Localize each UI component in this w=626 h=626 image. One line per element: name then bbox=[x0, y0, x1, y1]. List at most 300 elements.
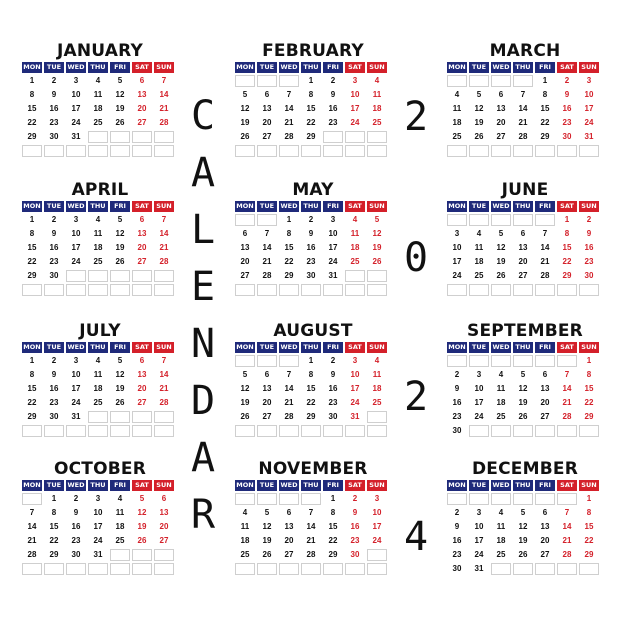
weekday-header bbox=[447, 62, 603, 73]
day-cell: 5 bbox=[498, 229, 504, 238]
day-cell: 10 bbox=[71, 90, 81, 99]
day-cell: 17 bbox=[328, 243, 338, 252]
day-cell: 13 bbox=[137, 229, 147, 238]
empty-day-cell bbox=[513, 563, 533, 575]
day-cell: 19 bbox=[240, 118, 250, 127]
empty-day-cell bbox=[110, 549, 130, 561]
empty-day-cell bbox=[535, 563, 555, 575]
day-cell: 2 bbox=[454, 370, 460, 379]
day-cell: 9 bbox=[330, 90, 336, 99]
weekday-label-wed: WED bbox=[492, 63, 510, 71]
day-cell: 9 bbox=[51, 229, 57, 238]
day-cell: 9 bbox=[51, 90, 57, 99]
day-cell: 18 bbox=[350, 243, 360, 252]
day-cell: 20 bbox=[496, 118, 506, 127]
month-title: FEBRUARY bbox=[262, 41, 364, 61]
weekday-label-mon: MON bbox=[448, 343, 466, 351]
empty-day-cell bbox=[301, 145, 321, 157]
day-cell: 16 bbox=[452, 536, 462, 545]
empty-day-cell bbox=[557, 284, 577, 296]
empty-day-cell bbox=[491, 493, 511, 505]
weekday-label-tue: TUE bbox=[44, 342, 64, 353]
day-cell: 9 bbox=[564, 90, 570, 99]
empty-day-cell bbox=[513, 425, 533, 437]
empty-day-cell bbox=[491, 214, 511, 226]
empty-day-cell bbox=[579, 284, 599, 296]
month-title: OCTOBER bbox=[53, 459, 147, 479]
day-cell: 11 bbox=[93, 229, 103, 238]
day-cell: 20 bbox=[137, 384, 147, 393]
day-cell: 13 bbox=[284, 522, 294, 531]
empty-day-cell bbox=[469, 214, 489, 226]
day-cell: 13 bbox=[137, 370, 147, 379]
day-cell: 2 bbox=[51, 76, 57, 85]
empty-day-cell bbox=[110, 563, 130, 575]
weekday-label-thu: THU bbox=[88, 342, 108, 353]
empty-day-cell bbox=[345, 270, 365, 282]
empty-day-cell bbox=[110, 145, 130, 157]
day-cell: 29 bbox=[584, 412, 594, 421]
weekday-label-tue: TUE bbox=[257, 480, 277, 491]
day-cell: 27 bbox=[262, 412, 272, 421]
day-cell: 1 bbox=[29, 356, 35, 365]
day-cell: 24 bbox=[328, 257, 338, 266]
day-cell: 21 bbox=[159, 243, 169, 252]
day-cell: 7 bbox=[29, 508, 35, 517]
day-cell: 18 bbox=[372, 104, 382, 113]
day-cell: 5 bbox=[520, 508, 526, 517]
day-cell: 25 bbox=[93, 118, 103, 127]
day-cell: 30 bbox=[71, 550, 81, 559]
weekday-header bbox=[235, 342, 391, 353]
day-cell: 24 bbox=[71, 257, 81, 266]
title-letter: A bbox=[191, 435, 216, 481]
empty-day-cell bbox=[132, 145, 152, 157]
empty-day-cell bbox=[66, 145, 86, 157]
day-cell: 6 bbox=[139, 356, 145, 365]
month-title: NOVEMBER bbox=[258, 459, 368, 479]
weekday-label-fri: FRI bbox=[323, 201, 343, 212]
day-cell: 20 bbox=[540, 398, 550, 407]
empty-day-cell bbox=[301, 284, 321, 296]
day-cell: 5 bbox=[520, 370, 526, 379]
day-cell: 10 bbox=[350, 370, 360, 379]
day-cell: 26 bbox=[137, 536, 147, 545]
day-cell: 13 bbox=[137, 90, 147, 99]
day-grid bbox=[22, 214, 178, 296]
day-cell: 16 bbox=[562, 104, 572, 113]
day-cell: 21 bbox=[518, 118, 528, 127]
day-cell: 28 bbox=[562, 550, 572, 559]
day-cell: 17 bbox=[93, 522, 103, 531]
weekday-label-wed: WED bbox=[67, 481, 85, 489]
empty-day-cell bbox=[323, 425, 343, 437]
day-cell: 12 bbox=[262, 522, 272, 531]
day-cell: 29 bbox=[306, 412, 316, 421]
day-cell: 31 bbox=[71, 132, 81, 141]
month-title: JANUARY bbox=[56, 41, 144, 61]
empty-day-cell bbox=[132, 270, 152, 282]
empty-day-cell bbox=[513, 75, 533, 87]
day-cell: 8 bbox=[51, 508, 57, 517]
day-cell: 21 bbox=[306, 536, 316, 545]
day-cell: 14 bbox=[284, 104, 294, 113]
weekday-label-sun: SUN bbox=[579, 342, 599, 353]
title-letter: E bbox=[191, 264, 216, 310]
day-cell: 8 bbox=[29, 229, 35, 238]
day-cell: 13 bbox=[496, 104, 506, 113]
day-cell: 22 bbox=[27, 118, 37, 127]
month-title: APRIL bbox=[71, 180, 129, 200]
day-cell: 4 bbox=[95, 215, 101, 224]
day-cell: 21 bbox=[562, 398, 572, 407]
empty-day-cell bbox=[513, 145, 533, 157]
weekday-label-fri: FRI bbox=[110, 201, 130, 212]
empty-day-cell bbox=[88, 131, 108, 143]
empty-day-cell bbox=[154, 270, 174, 282]
day-cell: 24 bbox=[584, 118, 594, 127]
weekday-label-tue: TUE bbox=[257, 201, 277, 212]
day-cell: 29 bbox=[562, 271, 572, 280]
month-october bbox=[22, 458, 178, 575]
day-cell: 24 bbox=[474, 412, 484, 421]
day-cell: 19 bbox=[115, 104, 125, 113]
empty-day-cell bbox=[513, 284, 533, 296]
empty-day-cell bbox=[345, 145, 365, 157]
day-cell: 14 bbox=[262, 243, 272, 252]
day-cell: 10 bbox=[71, 229, 81, 238]
empty-day-cell bbox=[301, 563, 321, 575]
day-cell: 1 bbox=[308, 76, 314, 85]
day-cell: 13 bbox=[262, 104, 272, 113]
day-cell: 14 bbox=[159, 229, 169, 238]
day-cell: 28 bbox=[284, 412, 294, 421]
weekday-label-tue: TUE bbox=[44, 201, 64, 212]
day-cell: 16 bbox=[328, 384, 338, 393]
day-cell: 6 bbox=[542, 508, 548, 517]
month-march bbox=[447, 40, 603, 157]
day-cell: 6 bbox=[264, 370, 270, 379]
empty-day-cell bbox=[557, 425, 577, 437]
day-cell: 2 bbox=[308, 215, 314, 224]
day-cell: 19 bbox=[496, 257, 506, 266]
day-cell: 3 bbox=[95, 494, 101, 503]
month-august bbox=[235, 320, 391, 437]
day-cell: 19 bbox=[518, 398, 528, 407]
weekday-label-sat: SAT bbox=[557, 342, 577, 353]
empty-day-cell bbox=[345, 131, 365, 143]
weekday-label-tue: TUE bbox=[257, 342, 277, 353]
weekday-label-fri: FRI bbox=[323, 62, 343, 73]
day-cell: 24 bbox=[372, 536, 382, 545]
empty-day-cell bbox=[469, 493, 489, 505]
empty-day-cell bbox=[469, 284, 489, 296]
day-cell: 25 bbox=[350, 257, 360, 266]
weekday-label-tue: TUE bbox=[469, 62, 489, 73]
day-cell: 27 bbox=[240, 271, 250, 280]
day-cell: 23 bbox=[452, 550, 462, 559]
day-cell: 15 bbox=[562, 243, 572, 252]
weekday-label-fri: FRI bbox=[323, 342, 343, 353]
empty-day-cell bbox=[579, 563, 599, 575]
day-cell: 14 bbox=[159, 370, 169, 379]
day-cell: 25 bbox=[93, 257, 103, 266]
day-cell: 8 bbox=[286, 229, 292, 238]
month-june bbox=[447, 179, 603, 296]
day-cell: 4 bbox=[352, 215, 358, 224]
empty-day-cell bbox=[257, 145, 277, 157]
day-cell: 27 bbox=[284, 550, 294, 559]
day-cell: 6 bbox=[264, 90, 270, 99]
day-cell: 4 bbox=[242, 508, 248, 517]
empty-day-cell bbox=[235, 214, 255, 226]
day-cell: 24 bbox=[452, 271, 462, 280]
day-cell: 7 bbox=[161, 356, 167, 365]
day-cell: 2 bbox=[352, 494, 358, 503]
day-cell: 21 bbox=[540, 257, 550, 266]
day-cell: 22 bbox=[306, 118, 316, 127]
year-digit: 2 bbox=[404, 374, 429, 420]
day-cell: 6 bbox=[139, 76, 145, 85]
empty-day-cell bbox=[88, 270, 108, 282]
empty-day-cell bbox=[367, 425, 387, 437]
day-cell: 27 bbox=[496, 132, 506, 141]
day-cell: 14 bbox=[159, 90, 169, 99]
day-cell: 20 bbox=[137, 104, 147, 113]
weekday-label-thu: THU bbox=[513, 480, 533, 491]
weekday-label-mon: MON bbox=[236, 343, 254, 351]
day-cell: 10 bbox=[372, 508, 382, 517]
month-april bbox=[22, 179, 178, 296]
day-cell: 30 bbox=[452, 426, 462, 435]
day-cell: 3 bbox=[374, 494, 380, 503]
empty-day-cell bbox=[22, 493, 42, 505]
weekday-header bbox=[235, 480, 391, 491]
day-grid bbox=[235, 75, 391, 157]
weekday-label-mon: MON bbox=[448, 481, 466, 489]
day-cell: 27 bbox=[540, 550, 550, 559]
month-title: DECEMBER bbox=[472, 459, 578, 479]
empty-day-cell bbox=[367, 145, 387, 157]
day-cell: 6 bbox=[139, 215, 145, 224]
day-cell: 25 bbox=[115, 536, 125, 545]
day-cell: 13 bbox=[540, 384, 550, 393]
day-cell: 13 bbox=[262, 384, 272, 393]
weekday-label-sat: SAT bbox=[132, 480, 152, 491]
empty-day-cell bbox=[557, 145, 577, 157]
day-cell: 28 bbox=[159, 398, 169, 407]
day-cell: 18 bbox=[474, 257, 484, 266]
day-cell: 29 bbox=[27, 412, 37, 421]
empty-day-cell bbox=[44, 563, 64, 575]
day-cell: 22 bbox=[27, 257, 37, 266]
day-cell: 10 bbox=[93, 508, 103, 517]
day-cell: 4 bbox=[95, 356, 101, 365]
day-cell: 28 bbox=[159, 118, 169, 127]
day-cell: 6 bbox=[286, 508, 292, 517]
day-cell: 3 bbox=[454, 229, 460, 238]
day-cell: 10 bbox=[350, 90, 360, 99]
day-cell: 16 bbox=[49, 243, 59, 252]
day-cell: 18 bbox=[452, 118, 462, 127]
day-grid bbox=[447, 355, 603, 437]
year-digit: 4 bbox=[404, 514, 429, 560]
day-cell: 17 bbox=[452, 257, 462, 266]
day-cell: 23 bbox=[49, 398, 59, 407]
empty-day-cell bbox=[535, 284, 555, 296]
day-cell: 19 bbox=[115, 243, 125, 252]
title-letter: A bbox=[191, 150, 216, 196]
day-cell: 14 bbox=[284, 384, 294, 393]
empty-day-cell bbox=[154, 549, 174, 561]
day-cell: 12 bbox=[240, 384, 250, 393]
year-digit: 2 bbox=[404, 94, 429, 140]
day-cell: 1 bbox=[51, 494, 57, 503]
day-cell: 15 bbox=[27, 384, 37, 393]
day-cell: 7 bbox=[308, 508, 314, 517]
empty-day-cell bbox=[154, 145, 174, 157]
day-cell: 5 bbox=[242, 370, 248, 379]
day-cell: 22 bbox=[562, 257, 572, 266]
empty-day-cell bbox=[447, 75, 467, 87]
empty-day-cell bbox=[44, 425, 64, 437]
weekday-label-thu: THU bbox=[301, 342, 321, 353]
empty-day-cell bbox=[557, 493, 577, 505]
day-cell: 27 bbox=[137, 398, 147, 407]
day-cell: 4 bbox=[117, 494, 123, 503]
empty-day-cell bbox=[257, 355, 277, 367]
day-cell: 31 bbox=[328, 271, 338, 280]
day-cell: 18 bbox=[115, 522, 125, 531]
day-cell: 16 bbox=[350, 522, 360, 531]
day-cell: 8 bbox=[330, 508, 336, 517]
weekday-label-sat: SAT bbox=[132, 342, 152, 353]
day-cell: 27 bbox=[159, 536, 169, 545]
day-cell: 23 bbox=[328, 118, 338, 127]
day-cell: 20 bbox=[540, 536, 550, 545]
day-cell: 3 bbox=[73, 76, 79, 85]
day-grid bbox=[22, 355, 178, 437]
weekday-label-wed: WED bbox=[492, 202, 510, 210]
empty-day-cell bbox=[447, 355, 467, 367]
day-cell: 29 bbox=[49, 550, 59, 559]
weekday-label-fri: FRI bbox=[535, 480, 555, 491]
weekday-label-sat: SAT bbox=[345, 201, 365, 212]
weekday-label-wed: WED bbox=[67, 343, 85, 351]
day-grid bbox=[447, 214, 603, 296]
day-cell: 10 bbox=[584, 90, 594, 99]
empty-day-cell bbox=[235, 425, 255, 437]
day-cell: 1 bbox=[330, 494, 336, 503]
weekday-label-fri: FRI bbox=[323, 480, 343, 491]
empty-day-cell bbox=[88, 411, 108, 423]
day-cell: 1 bbox=[308, 356, 314, 365]
weekday-header bbox=[235, 201, 391, 212]
day-cell: 27 bbox=[137, 257, 147, 266]
day-cell: 26 bbox=[474, 132, 484, 141]
weekday-label-fri: FRI bbox=[110, 342, 130, 353]
day-cell: 29 bbox=[540, 132, 550, 141]
day-cell: 8 bbox=[29, 90, 35, 99]
day-cell: 25 bbox=[372, 118, 382, 127]
day-cell: 27 bbox=[137, 118, 147, 127]
day-cell: 3 bbox=[476, 370, 482, 379]
day-cell: 16 bbox=[452, 398, 462, 407]
weekday-label-thu: THU bbox=[513, 62, 533, 73]
empty-day-cell bbox=[367, 131, 387, 143]
day-cell: 31 bbox=[584, 132, 594, 141]
day-cell: 11 bbox=[350, 229, 360, 238]
empty-day-cell bbox=[535, 355, 555, 367]
day-grid bbox=[235, 493, 391, 575]
day-cell: 21 bbox=[159, 384, 169, 393]
day-cell: 14 bbox=[562, 384, 572, 393]
day-grid bbox=[22, 75, 178, 157]
empty-day-cell bbox=[66, 425, 86, 437]
day-cell: 8 bbox=[586, 370, 592, 379]
empty-day-cell bbox=[257, 284, 277, 296]
day-cell: 4 bbox=[498, 370, 504, 379]
title-letter: D bbox=[191, 378, 216, 424]
empty-day-cell bbox=[447, 145, 467, 157]
day-cell: 28 bbox=[540, 271, 550, 280]
day-cell: 15 bbox=[540, 104, 550, 113]
day-cell: 17 bbox=[584, 104, 594, 113]
empty-day-cell bbox=[235, 145, 255, 157]
day-grid bbox=[447, 75, 603, 157]
day-cell: 14 bbox=[518, 104, 528, 113]
weekday-label-mon: MON bbox=[448, 63, 466, 71]
month-title: MARCH bbox=[489, 41, 561, 61]
month-title: AUGUST bbox=[273, 321, 353, 341]
empty-day-cell bbox=[323, 145, 343, 157]
weekday-label-sat: SAT bbox=[557, 201, 577, 212]
day-cell: 28 bbox=[306, 550, 316, 559]
empty-day-cell bbox=[235, 284, 255, 296]
day-cell: 6 bbox=[520, 229, 526, 238]
day-cell: 26 bbox=[115, 257, 125, 266]
day-cell: 11 bbox=[452, 104, 462, 113]
month-july bbox=[22, 320, 178, 437]
empty-day-cell bbox=[323, 131, 343, 143]
day-cell: 17 bbox=[474, 398, 484, 407]
weekday-header bbox=[447, 201, 603, 212]
weekday-label-fri: FRI bbox=[535, 342, 555, 353]
empty-day-cell bbox=[88, 284, 108, 296]
day-cell: 17 bbox=[71, 104, 81, 113]
day-cell: 18 bbox=[240, 536, 250, 545]
weekday-label-sat: SAT bbox=[132, 62, 152, 73]
day-cell: 19 bbox=[372, 243, 382, 252]
empty-day-cell bbox=[257, 75, 277, 87]
day-cell: 8 bbox=[308, 370, 314, 379]
empty-day-cell bbox=[491, 425, 511, 437]
day-cell: 20 bbox=[262, 118, 272, 127]
day-cell: 21 bbox=[262, 257, 272, 266]
weekday-label-thu: THU bbox=[301, 62, 321, 73]
weekday-label-tue: TUE bbox=[469, 342, 489, 353]
empty-day-cell bbox=[235, 75, 255, 87]
day-cell: 11 bbox=[372, 370, 382, 379]
day-cell: 22 bbox=[328, 536, 338, 545]
day-cell: 1 bbox=[29, 215, 35, 224]
weekday-label-wed: WED bbox=[280, 63, 298, 71]
day-cell: 18 bbox=[496, 536, 506, 545]
day-cell: 24 bbox=[350, 398, 360, 407]
weekday-label-wed: WED bbox=[67, 63, 85, 71]
day-cell: 23 bbox=[49, 257, 59, 266]
weekday-label-tue: TUE bbox=[469, 480, 489, 491]
